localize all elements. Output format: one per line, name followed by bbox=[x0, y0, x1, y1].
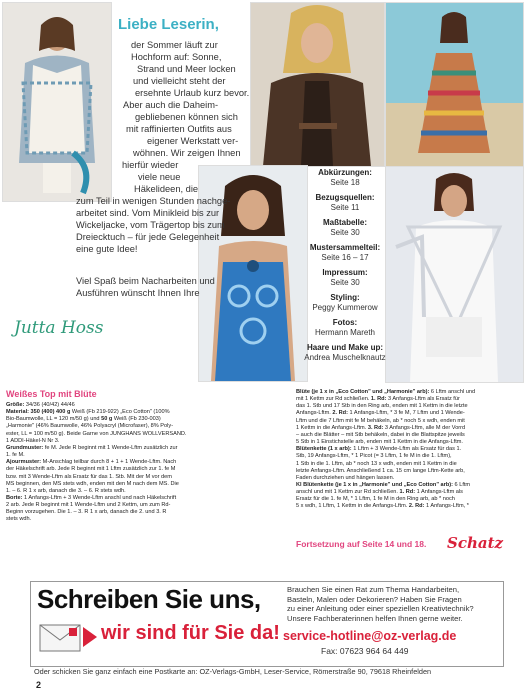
envelope-icon bbox=[39, 624, 81, 652]
greeting-line: Strand und Meer locken bbox=[137, 64, 236, 74]
pattern-line: 1 ADDI-Häkel-N Nr 3. bbox=[6, 437, 60, 444]
pattern-line: Bio-Baumwolle, LL = 120 m/50 g) und 50 g Weiß (Fb 230-003) bbox=[6, 416, 161, 423]
pattern-title: Weißes Top mit Blüte bbox=[6, 389, 97, 399]
greeting-line: Häkelideen, die bbox=[134, 184, 199, 194]
info-entry bbox=[302, 318, 388, 337]
pattern-line: 1 Stb in die 1. Lftm, ab * noch 13 x wdh, enden mit 1 Kettm in die bbox=[296, 460, 457, 467]
pattern-line: Stb, 19 Anfangs-Lftm, * 1 Picot (= 3 Lftm, 1 fe M in die 1. Lftm), bbox=[296, 453, 452, 460]
pattern-line: 1 Kettm in die Anfangs-Lftm. 3. Rd: 3 Anfangs-Lftm, alle M der Vorrd bbox=[296, 424, 466, 431]
contact-ad-box bbox=[30, 581, 504, 667]
pattern-line: Größe: 34/36 (40/42) 44/46 bbox=[6, 402, 75, 408]
pattern-line: 5 Stb in 1 Einstichstelle arb, enden mit 1 Kettm in die Anfangs-Lftm. bbox=[296, 439, 463, 446]
pattern-line: der Häkelschrift arb. Jede R beginnt mit 1 Lftm zusätzlich zur 1. fe M bbox=[6, 466, 176, 473]
info-entry bbox=[302, 243, 388, 262]
pattern-line: ester, LL = 100 m/50 g). Beide Garne von JUNGHANS WOLLVERSAND. bbox=[6, 430, 187, 437]
greeting-line: der Sommer läuft zur bbox=[131, 40, 218, 50]
info-value: Andrea Muschelknautz bbox=[304, 352, 386, 362]
info-label: Abkürzungen: bbox=[318, 168, 372, 177]
info-value: Seite 16 – 17 bbox=[321, 252, 369, 262]
info-label: Bezugsquellen: bbox=[315, 193, 375, 202]
photo-illustration bbox=[3, 3, 111, 201]
pattern-line: Grundmuster: fe M. Jede R beginnt mit 1 Wende-Lftm zusätzlich zur bbox=[6, 444, 178, 451]
info-entry bbox=[302, 218, 388, 237]
pattern-line: 2 arb. Jede R beginnt mit 1 Wende-Lftm und 2 Kettm, um zum Rd- bbox=[6, 502, 171, 509]
schatz-logo: Schatz bbox=[447, 534, 504, 552]
page-number: 2 bbox=[36, 680, 42, 690]
ad-footer: Oder schicken Sie ganz einfach eine Postkarte an: OZ-Verlags-GmbH, Leser-Service, Römerstraße 90, 79618 Rheinfelden bbox=[34, 667, 432, 676]
ad-body-line: Basteln, Malen oder Dekorieren? Haben Sie Fragen bbox=[287, 594, 462, 604]
greeting-line: gebliebenen können sich bbox=[135, 112, 238, 122]
greeting-closing-line: Viel Spaß beim Nacharbeiten und bbox=[76, 276, 215, 286]
ad-body-line: Brauchen Sie einen Rat zum Thema Handarbeiten, bbox=[287, 585, 460, 594]
info-label: Styling: bbox=[330, 293, 360, 302]
info-label: Fotos: bbox=[332, 318, 358, 327]
info-label: Impressum: bbox=[322, 268, 368, 277]
pattern-line: Ajourmuster: M-Anschlag teilbar durch 8 + 1 + 1 Wende-Lftm. Nach bbox=[6, 459, 177, 466]
greeting-line: Hochform auf: Sonne, bbox=[131, 52, 222, 62]
pattern-line: mit 1 Kettm zur Rd schließen. 1. Rd: 3 Anfangs-Lftm als Ersatz für bbox=[296, 396, 460, 403]
envelope-icon-graphic bbox=[39, 624, 81, 652]
pattern-line: das 1. Stb und 17 Stb in den Ring arb, enden mit 1 Kettm in die letzte bbox=[296, 403, 468, 410]
pattern-line: „Harmonie" (46% Baumwolle, 46% Polyacryl (Microfaser), 8% Poly- bbox=[6, 423, 174, 430]
ad-headline-1: Schreiben Sie uns, bbox=[37, 584, 261, 614]
pattern-continuation: Fortsetzung auf Seite 14 und 18. bbox=[296, 539, 427, 549]
pattern-line: anschl und mit 1 Kettm zur Rd schließen. 1. Rd: 1 Anfangs-Lftm als bbox=[296, 489, 463, 496]
info-entry bbox=[302, 193, 388, 212]
greeting-line: Aber auch die Daheim- bbox=[123, 100, 219, 110]
greeting-title: Liebe Leserin, bbox=[118, 16, 219, 33]
greeting-line: hierfür wieder bbox=[122, 160, 179, 170]
info-value: Seite 30 bbox=[330, 227, 360, 237]
greeting-line: und vielleicht steht der bbox=[133, 76, 226, 86]
photo-model-crochet-jacket bbox=[2, 2, 112, 202]
ad-body-line: Unsere Fachberaterinnen helfen Ihnen gerne weiter. bbox=[287, 613, 463, 623]
pattern-line: Blütenkette (1 x arb): 1 Lftm + 3 Wende-Lftm als Ersatz für das 1. bbox=[296, 446, 462, 453]
greeting-closing-line: Ausführen wünscht Ihnen Ihre bbox=[76, 288, 200, 298]
greeting-line: Dreiecktuch – für jede Gelegenheit bbox=[76, 232, 220, 242]
photo-illustration bbox=[386, 3, 523, 166]
photo-illustration bbox=[386, 167, 523, 382]
info-entry bbox=[302, 343, 388, 362]
pattern-line: Blüte (je 1 x in „Eco Cotton" und „Harmonie" arb): 6 Lftm anschl und bbox=[296, 389, 476, 395]
greeting-line: arbeitet sind. Vom Minikleid bis zur bbox=[76, 208, 220, 218]
info-value: Peggy Kummerow bbox=[312, 302, 378, 312]
pattern-line: 5 x wdh, 1 Lftm, 1 Kettm in die Anfangs-Lftm. 2. Rd: 1 Anfangs-Lftm, * bbox=[296, 503, 469, 510]
photo-model-white-shawl bbox=[385, 166, 524, 383]
info-value: Seite 18 bbox=[330, 177, 360, 187]
greeting-line: zum Teil in wenigen Stunden nachge- bbox=[76, 196, 231, 206]
fax-number: Fax: 07623 964 64 449 bbox=[321, 646, 409, 656]
pattern-line: Anfangs-Lftm. 2. Rd: 1 Anfangs-Lftm, * 3 fe M, 7 Lftm und 1 Wende- bbox=[296, 410, 465, 417]
photo-illustration bbox=[251, 3, 384, 166]
pattern-line: 1. – 6. R 1 x arb, danach die 3. – 6. R stets wdh. bbox=[6, 487, 126, 494]
ad-headline-2: wir sind für Sie da! bbox=[101, 622, 280, 644]
greeting-line: ersehnte Urlaub kurz bevor. bbox=[135, 88, 250, 98]
greeting-line: wöhnen. Wir zeigen Ihnen bbox=[133, 148, 241, 158]
ad-body-line: zu einer Anleitung oder einer speziellen Kreativtechnik? bbox=[287, 604, 474, 613]
info-label: Mustersammelteil: bbox=[309, 243, 381, 252]
pattern-line: letzte Anfangs-Lftm. Anschließend 1 ca. 15 cm lange Lftm-Kette arb, bbox=[296, 467, 465, 474]
pattern-line: Ersatz für die 1. fe M, * 1 Lftm, 1 fe M in den Ring arb, ab * noch bbox=[296, 496, 455, 503]
info-label: Maßtabelle: bbox=[322, 218, 367, 227]
info-value: Hermann Mareth bbox=[314, 327, 376, 337]
greeting-line: viele neue bbox=[138, 172, 181, 182]
pattern-line: Material: 350 (400) 400 g Weiß (Fb 219-922) „Eco Cotton" (100% bbox=[6, 409, 170, 416]
info-entry bbox=[302, 293, 388, 312]
pattern-line: Kl Blütenkette (je 1 x in „Harmonie" und „Eco Cotton" arb): 6 Lftm bbox=[296, 481, 471, 488]
pattern-line: bzw. mit 3 Wende-Lftm als Ersatz für das 1. Stb. Mit der M vor dem bbox=[6, 473, 172, 480]
info-value: Seite 11 bbox=[330, 202, 360, 212]
info-entry bbox=[302, 268, 388, 287]
info-value: Seite 30 bbox=[330, 277, 360, 287]
service-hotline-link[interactable]: service-hotline@oz-verlag.de bbox=[283, 629, 457, 643]
pattern-line: Faden durchziehen und hängen lassen. bbox=[296, 474, 395, 481]
pattern-line: Lftm und die 7 Lftm mit fe M behäkeln, ab * noch 5 x wdh, enden mit bbox=[296, 417, 465, 424]
pattern-line: Borte: 1 Anfangs-Lftm + 3 Wende-Lftm anschl und nach Häkelschrift bbox=[6, 494, 177, 501]
pattern-line: Beginn vorzugehen. Die 1. – 3. R 1 x arb, danach die 2. und 3. R bbox=[6, 509, 167, 516]
pattern-line: 1. fe M. bbox=[6, 452, 25, 459]
photo-model-striped-dress bbox=[385, 2, 524, 167]
pattern-line: – auch die Blätter – mit Stb behäkeln, dabei in die Blattspitze jeweils bbox=[296, 431, 465, 438]
greeting-line: eigener Werkstatt ver- bbox=[147, 136, 239, 146]
pattern-line: stets wdh. bbox=[6, 516, 32, 523]
greeting-line: eine gute Idee! bbox=[76, 244, 138, 254]
greeting-line: Wickeljacke, vom Trägertop bis zum bbox=[76, 220, 225, 230]
info-entry bbox=[302, 168, 388, 187]
info-label: Haare und Make up: bbox=[306, 343, 383, 352]
signature: Jutta Hoss bbox=[14, 318, 104, 338]
arrow-icon bbox=[83, 627, 97, 647]
greeting-line: mit raffinierten Outfits aus bbox=[126, 124, 232, 134]
photo-model-brown-cardigan bbox=[250, 2, 385, 167]
pattern-line: MS beginnen, den MS stets wdh, enden mit den M nach dem MS. Die bbox=[6, 480, 179, 487]
